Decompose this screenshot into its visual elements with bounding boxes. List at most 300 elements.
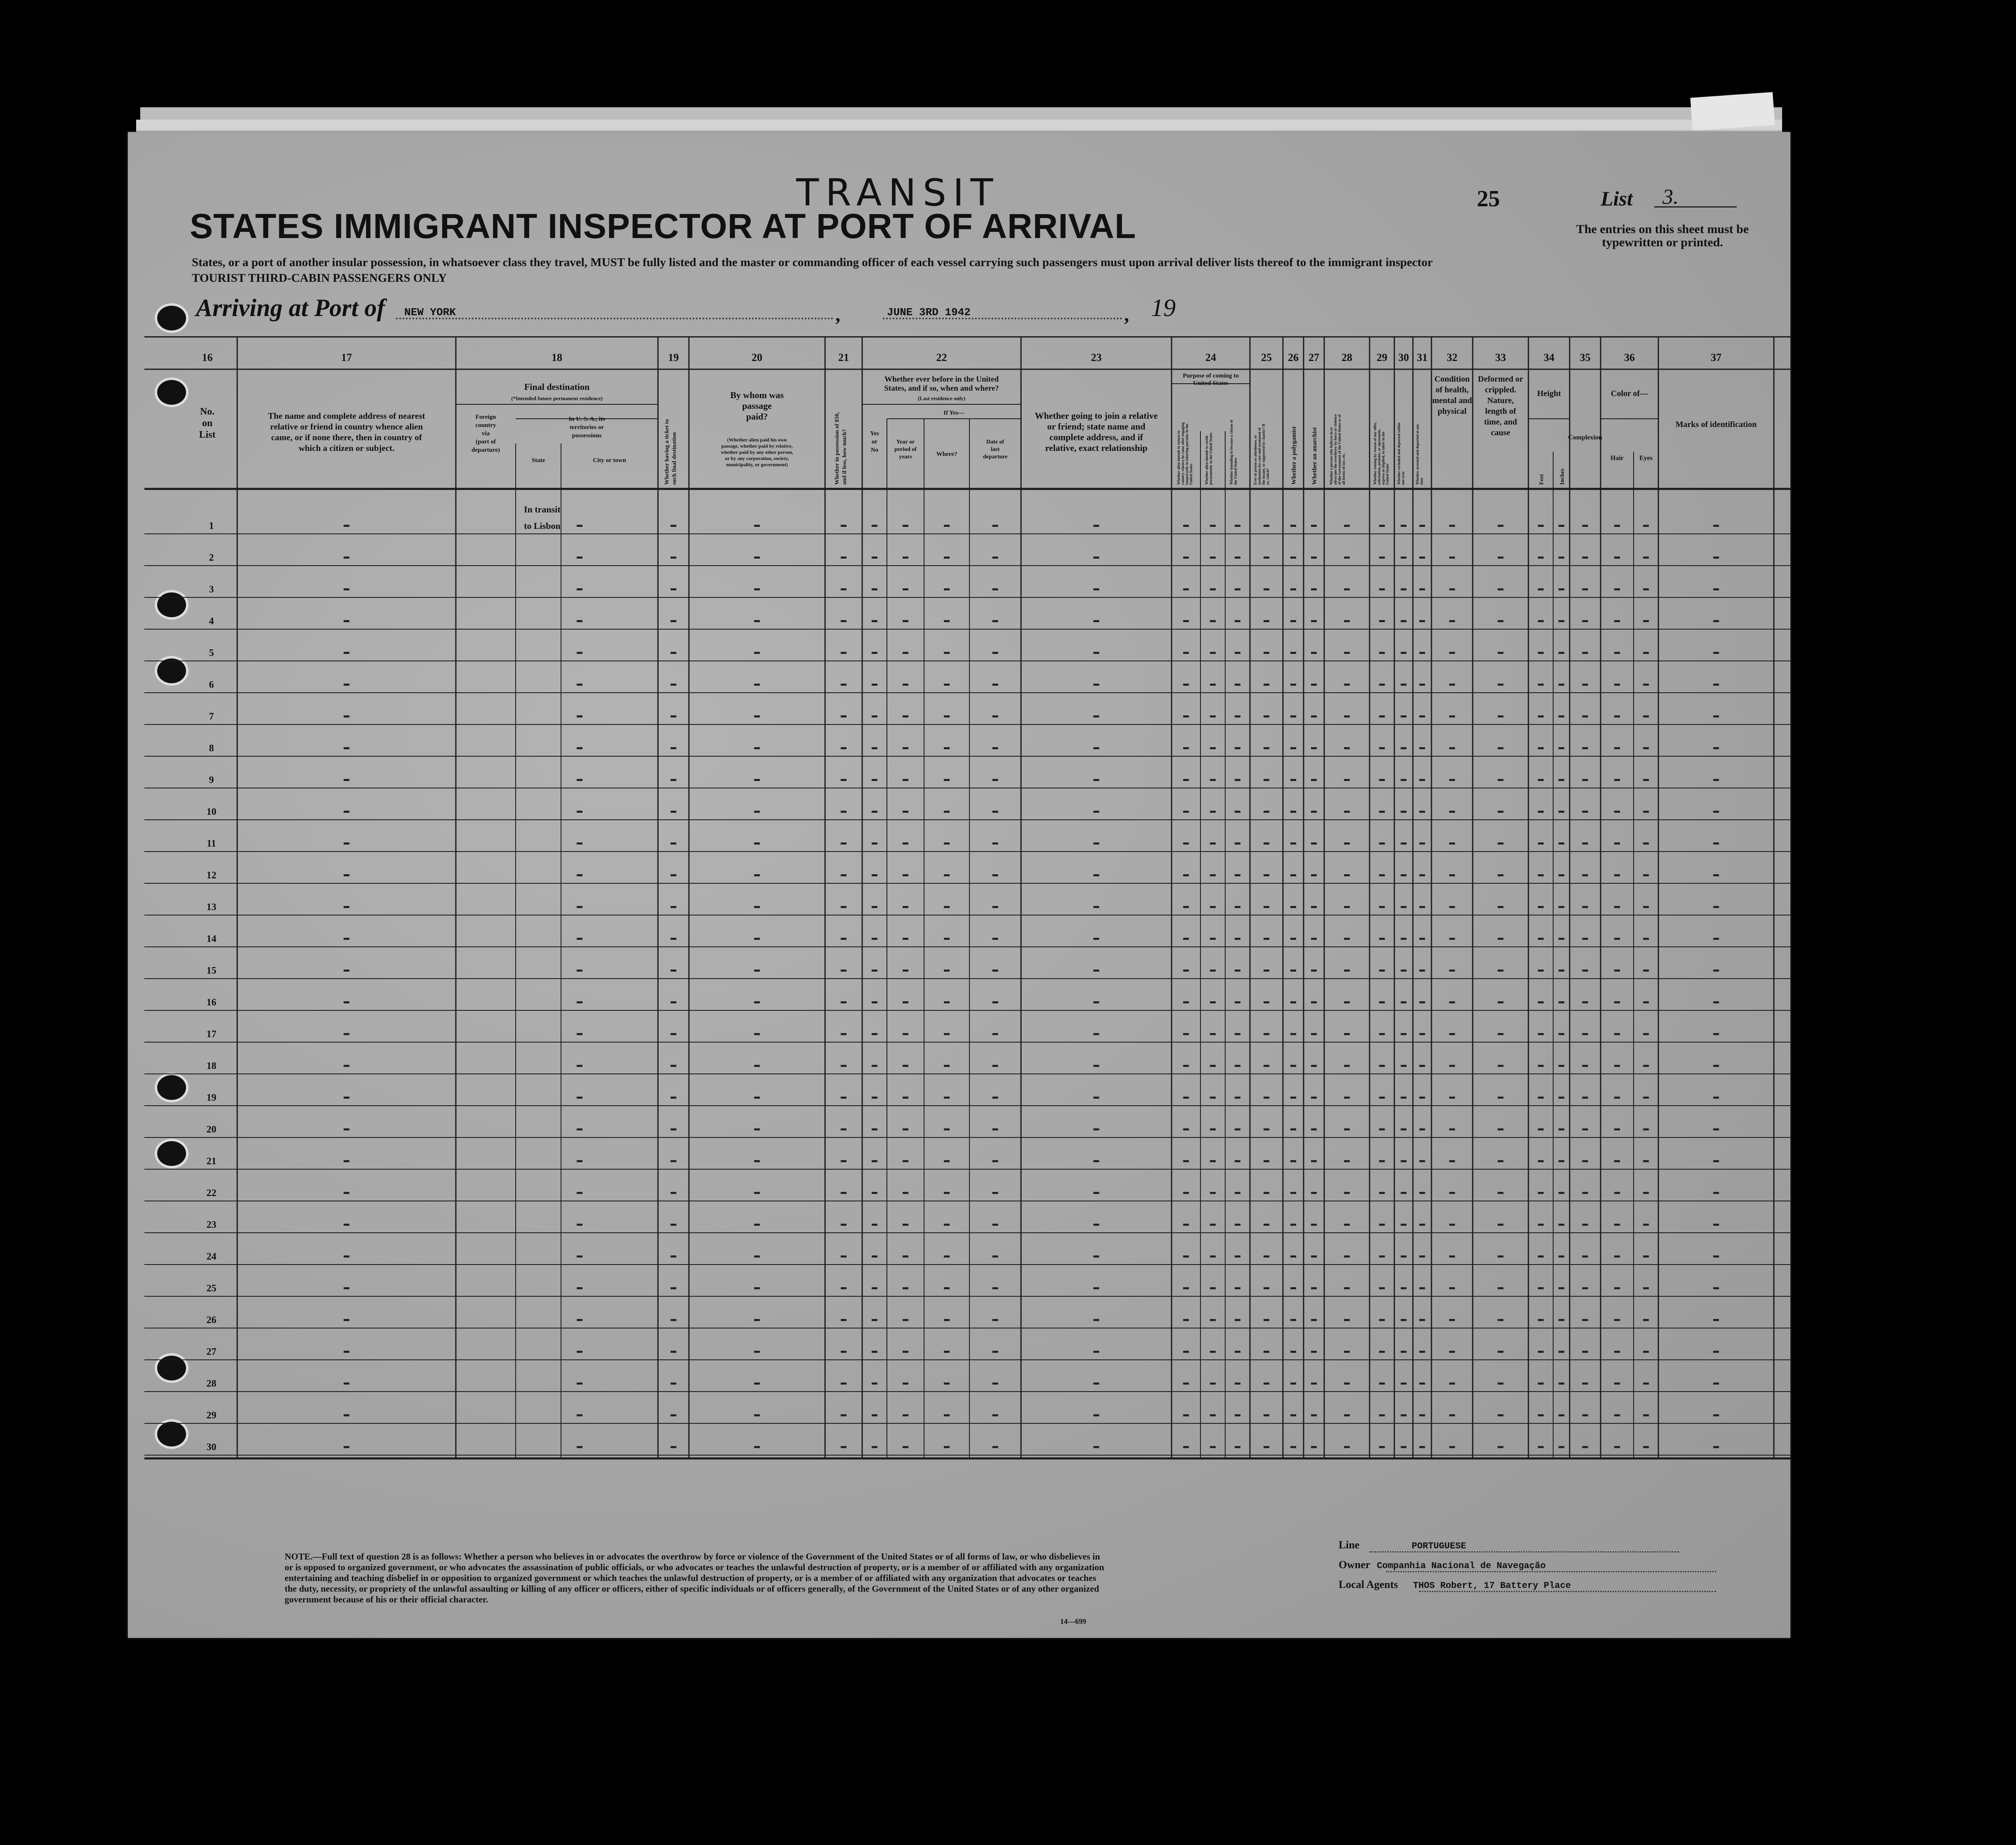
dash-mark <box>841 1033 846 1035</box>
dash-mark <box>1643 1255 1649 1258</box>
dash-mark <box>344 842 349 845</box>
dash-mark <box>1235 588 1240 590</box>
dash-mark <box>754 811 760 813</box>
dash-mark <box>1311 1001 1317 1003</box>
row-number: 15 <box>206 965 217 976</box>
dash-mark <box>754 620 760 622</box>
dash-mark <box>1379 1446 1385 1448</box>
dash-mark <box>671 1097 677 1099</box>
dash-mark <box>1183 1414 1189 1416</box>
dash-mark <box>577 620 582 622</box>
dash-mark <box>1582 1255 1588 1258</box>
dash-mark <box>1643 1160 1649 1162</box>
column-number: 18 <box>552 352 562 363</box>
dash-mark <box>1311 842 1317 845</box>
dash-mark <box>1264 842 1269 845</box>
dash-mark <box>1094 557 1099 559</box>
dash-mark <box>754 1160 760 1162</box>
dash-mark <box>1344 1065 1350 1067</box>
dash-mark <box>577 747 582 749</box>
dash-mark <box>1538 842 1544 845</box>
dash-mark <box>1498 620 1504 622</box>
labor-offer-header: Whether coming by reason of any offer, <box>1373 422 1377 485</box>
dash-mark <box>1094 811 1099 813</box>
dash-mark <box>1614 1383 1620 1385</box>
dash-mark <box>1559 525 1564 527</box>
dash-mark <box>1344 1446 1350 1448</box>
row-number: 23 <box>206 1220 217 1230</box>
subtitle-line-1: States, or a port of another insular possession, in whatsoever class they travel, MUST be fully listed and the master or commanding officer of each vessel carrying such passengers must upon arrival deliver lists thereof to the immigrant inspector <box>192 256 1433 269</box>
dash-mark <box>1183 557 1189 559</box>
dash-mark <box>1344 1319 1350 1321</box>
dash-mark <box>1419 684 1425 686</box>
dash-mark <box>841 906 846 908</box>
dash-mark <box>1094 906 1099 908</box>
dash-mark <box>1379 1001 1385 1003</box>
dash-mark <box>1344 1160 1350 1162</box>
dash-mark <box>1094 1287 1099 1289</box>
dash-mark <box>1713 1160 1719 1162</box>
dash-mark <box>1559 1001 1564 1003</box>
dash-mark <box>1210 747 1216 749</box>
dash-mark <box>1235 1192 1240 1194</box>
dash-mark <box>944 1351 950 1353</box>
passage-paid-subheader: whether paid by any other person, <box>721 449 793 455</box>
dash-mark <box>1401 1287 1407 1289</box>
dash-mark <box>841 747 846 749</box>
dash-mark <box>1614 874 1620 876</box>
dash-mark <box>1210 1128 1216 1130</box>
dash-mark <box>993 652 998 654</box>
dash-mark <box>1264 684 1269 686</box>
labor-offer-header: United States <box>1385 463 1389 485</box>
dash-mark <box>577 938 582 940</box>
dash-mark <box>1183 1097 1189 1099</box>
dash-mark <box>1419 874 1425 876</box>
dash-mark <box>1094 1065 1099 1067</box>
dash-mark <box>1290 715 1296 717</box>
dash-mark <box>903 620 908 622</box>
dash-mark <box>1379 938 1385 940</box>
dash-mark <box>1559 1097 1564 1099</box>
dash-mark <box>1235 1128 1240 1130</box>
purpose-c-header: Whether intending to become a citizen of <box>1229 420 1233 485</box>
dash-mark <box>1379 1192 1385 1194</box>
dash-mark <box>1713 1446 1719 1448</box>
dash-mark <box>1264 1255 1269 1258</box>
dash-mark <box>671 652 677 654</box>
dash-mark <box>872 684 877 686</box>
dash-mark <box>1210 620 1216 622</box>
agents-value: THOS Robert, 17 Battery Place <box>1413 1581 1571 1591</box>
dash-mark <box>1401 1351 1407 1353</box>
dash-mark <box>1210 1001 1216 1003</box>
dash-mark <box>1344 684 1350 686</box>
dash-mark <box>1538 1319 1544 1321</box>
dash-mark <box>1094 1351 1099 1353</box>
dash-mark <box>903 1414 908 1416</box>
dash-mark <box>754 1033 760 1035</box>
hair-header: Hair <box>1610 455 1624 462</box>
dash-mark <box>903 588 908 590</box>
dash-mark <box>1419 1414 1425 1416</box>
dash-mark <box>1582 906 1588 908</box>
dash-mark <box>754 1001 760 1003</box>
prison-header: institution for care and treatment of <box>1257 427 1261 485</box>
dash-mark <box>1559 1065 1564 1067</box>
dash-mark <box>671 1192 677 1194</box>
dash-mark <box>671 938 677 940</box>
dash-mark <box>1379 1414 1385 1416</box>
row-number: 16 <box>206 997 217 1008</box>
dash-mark <box>1264 747 1269 749</box>
dash-mark <box>1713 1065 1719 1067</box>
dash-mark <box>1643 1383 1649 1385</box>
dash-mark <box>903 1255 908 1258</box>
dash-mark <box>1311 1033 1317 1035</box>
dash-mark <box>872 1319 877 1321</box>
row-number: 8 <box>209 743 214 754</box>
dash-mark <box>577 1224 582 1226</box>
dash-mark <box>1311 1383 1317 1385</box>
row-number: 21 <box>206 1156 217 1167</box>
dash-mark <box>1643 970 1649 972</box>
dash-mark <box>944 970 950 972</box>
dash-mark <box>1419 1065 1425 1067</box>
passage-paid-header: paid? <box>746 411 768 422</box>
dash-mark <box>1559 588 1564 590</box>
dash-mark <box>344 1414 349 1416</box>
dash-mark <box>1713 938 1719 940</box>
dash-mark <box>577 684 582 686</box>
dash-mark <box>1582 1224 1588 1226</box>
dash-mark <box>344 652 349 654</box>
dash-mark <box>1538 811 1544 813</box>
dash-mark <box>1094 938 1099 940</box>
dash-mark <box>1183 715 1189 717</box>
row-number: 17 <box>206 1029 217 1040</box>
dash-mark <box>903 1192 908 1194</box>
dash-mark <box>1614 1065 1620 1067</box>
dash-mark <box>1419 1192 1425 1194</box>
question-28-header: Whether a person who believes in or <box>1329 427 1333 485</box>
dash-mark <box>903 1224 908 1226</box>
dash-mark <box>841 779 846 781</box>
dash-mark <box>944 1128 950 1130</box>
dash-mark <box>577 1160 582 1162</box>
dash-mark <box>1344 1224 1350 1226</box>
dash-mark <box>1559 1224 1564 1226</box>
dash-mark <box>1401 1033 1407 1035</box>
dash-mark <box>754 557 760 559</box>
dash-mark <box>1210 588 1216 590</box>
dash-mark <box>577 1446 582 1448</box>
dash-mark <box>1713 747 1719 749</box>
dash-mark <box>754 842 760 845</box>
dash-mark <box>1538 1097 1544 1099</box>
dash-mark <box>1401 1255 1407 1258</box>
dash-mark <box>1449 1255 1455 1258</box>
dash-mark <box>1498 970 1504 972</box>
dash-mark <box>1344 842 1350 845</box>
dash-mark <box>1379 620 1385 622</box>
dash-mark <box>1449 970 1455 972</box>
dash-mark <box>1582 970 1588 972</box>
row-number: 9 <box>209 775 214 786</box>
dash-mark <box>1498 747 1504 749</box>
ticket-header: Whether having a ticket to <box>664 419 670 485</box>
dash-mark <box>1538 1255 1544 1258</box>
subtitle-line-2: TOURIST THIRD-CABIN PASSENGERS ONLY <box>192 271 447 285</box>
dash-mark <box>671 1128 677 1130</box>
dash-mark <box>872 938 877 940</box>
dash-mark <box>903 1033 908 1035</box>
dash-mark <box>1713 525 1719 527</box>
dash-mark <box>1498 1001 1504 1003</box>
dash-mark <box>344 557 349 559</box>
dash-mark <box>1614 906 1620 908</box>
column-number: 25 <box>1261 352 1272 363</box>
dash-mark <box>754 1065 760 1067</box>
dash-mark <box>577 970 582 972</box>
dash-mark <box>1264 874 1269 876</box>
dash-mark <box>1311 747 1317 749</box>
dash-mark <box>1264 1224 1269 1226</box>
dash-mark <box>944 715 950 717</box>
dash-mark <box>1183 684 1189 686</box>
dash-mark <box>671 1351 677 1353</box>
yes-no-header: No <box>870 447 879 453</box>
dash-mark <box>1559 970 1564 972</box>
dash-mark <box>1210 1287 1216 1289</box>
dash-mark <box>671 684 677 686</box>
dash-mark <box>1538 1065 1544 1067</box>
dash-mark <box>344 1255 349 1258</box>
dash-mark <box>1449 715 1455 717</box>
dash-mark <box>1311 1097 1317 1099</box>
prison-header: Ever in prison or almshouse, or <box>1253 435 1257 485</box>
dash-mark <box>754 747 760 749</box>
row-number: 10 <box>206 807 217 817</box>
dash-mark <box>841 557 846 559</box>
column-number: 22 <box>936 352 947 363</box>
question-28-header: of the Government of the United States or of <box>1337 414 1342 485</box>
dash-mark <box>1614 1033 1620 1035</box>
dash-mark <box>1559 1160 1564 1162</box>
dash-mark <box>1183 1160 1189 1162</box>
dash-mark <box>1559 1446 1564 1448</box>
dash-mark <box>1210 1351 1216 1353</box>
dash-mark <box>1582 684 1588 686</box>
dash-mark <box>1235 1097 1240 1099</box>
row-1-destination-line-1: In transit <box>524 504 561 514</box>
state-header: State <box>531 457 545 464</box>
dash-mark <box>1582 715 1588 717</box>
dash-mark <box>1290 684 1296 686</box>
dash-mark <box>1344 906 1350 908</box>
dash-mark <box>1419 588 1425 590</box>
dash-mark <box>903 1001 908 1003</box>
dash-mark <box>993 874 998 876</box>
dash-mark <box>344 906 349 908</box>
dash-mark <box>1264 1351 1269 1353</box>
dash-mark <box>1419 1160 1425 1162</box>
dash-mark <box>344 874 349 876</box>
dash-mark <box>1449 842 1455 845</box>
dash-mark <box>944 1192 950 1194</box>
dash-mark <box>903 970 908 972</box>
dash-mark <box>841 588 846 590</box>
dash-mark <box>1264 1160 1269 1162</box>
dash-mark <box>1210 1446 1216 1448</box>
dash-mark <box>1264 906 1269 908</box>
dash-mark <box>1401 652 1407 654</box>
previous-visit-header: States, and if so, when and where? <box>884 384 999 393</box>
dash-mark <box>1235 684 1240 686</box>
dash-mark <box>1538 970 1544 972</box>
dash-mark <box>1379 1097 1385 1099</box>
dash-mark <box>1290 1351 1296 1353</box>
dash-mark <box>1379 652 1385 654</box>
dash-mark <box>1094 1160 1099 1162</box>
dash-mark <box>1582 588 1588 590</box>
dash-mark <box>1183 1383 1189 1385</box>
dash-mark <box>1713 620 1719 622</box>
dash-mark <box>1538 779 1544 781</box>
dash-mark <box>1643 1097 1649 1099</box>
dash-mark <box>1210 652 1216 654</box>
dash-mark <box>577 588 582 590</box>
dash-mark <box>1379 779 1385 781</box>
dash-mark <box>1401 1319 1407 1321</box>
dash-mark <box>944 1255 950 1258</box>
dash-mark <box>1643 811 1649 813</box>
dash-mark <box>1538 1033 1544 1035</box>
dash-mark <box>671 1287 677 1289</box>
dash-mark <box>841 1001 846 1003</box>
dash-mark <box>1498 1287 1504 1289</box>
dash-mark <box>1498 1033 1504 1035</box>
dash-mark <box>1449 1383 1455 1385</box>
dash-mark <box>872 811 877 813</box>
dash-mark <box>344 811 349 813</box>
dash-mark <box>872 1414 877 1416</box>
dash-mark <box>1094 842 1099 845</box>
dash-mark <box>1498 811 1504 813</box>
dash-mark <box>1344 1033 1350 1035</box>
dash-mark <box>671 525 677 527</box>
dash-mark <box>1498 1224 1504 1226</box>
dash-mark <box>1264 715 1269 717</box>
dash-mark <box>1449 1128 1455 1130</box>
dash-mark <box>1311 970 1317 972</box>
dash-mark <box>1264 525 1269 527</box>
manifest-grid <box>144 336 1790 1520</box>
dash-mark <box>1210 1383 1216 1385</box>
deported-header: time <box>1419 478 1424 485</box>
dash-mark <box>1582 557 1588 559</box>
dash-mark <box>1643 652 1649 654</box>
form-code: 14—699 <box>1060 1617 1086 1626</box>
dash-mark <box>1538 1128 1544 1130</box>
dash-mark <box>1643 1319 1649 1321</box>
dash-mark <box>1210 811 1216 813</box>
arrival-year: 19 <box>1151 294 1176 321</box>
foreign-country-header: (port of <box>476 439 496 445</box>
dash-mark <box>1094 652 1099 654</box>
dash-mark <box>1344 1001 1350 1003</box>
dash-mark <box>1290 1065 1296 1067</box>
dash-mark <box>1210 1319 1216 1321</box>
dash-mark <box>1311 1065 1317 1067</box>
column-number: 31 <box>1417 352 1428 363</box>
dash-mark <box>1449 1160 1455 1162</box>
dash-mark <box>1290 970 1296 972</box>
dash-mark <box>1498 684 1504 686</box>
dash-mark <box>872 588 877 590</box>
dash-mark <box>1183 1287 1189 1289</box>
dash-mark <box>1344 811 1350 813</box>
dash-mark <box>1498 1097 1504 1099</box>
join-relative-header: Whether going to join a relative <box>1035 411 1158 421</box>
dash-mark <box>1401 906 1407 908</box>
dash-mark <box>1614 1446 1620 1448</box>
dash-mark <box>344 715 349 717</box>
last-departure-header: Date of <box>986 439 1004 445</box>
dash-mark <box>577 1255 582 1258</box>
dash-mark <box>872 747 877 749</box>
dash-mark <box>1264 1319 1269 1321</box>
dash-mark <box>1498 779 1504 781</box>
dash-mark <box>1210 557 1216 559</box>
dash-mark <box>993 588 998 590</box>
question-28-header: advocates the overthrow by force or violence <box>1333 414 1337 485</box>
dash-mark <box>993 1351 998 1353</box>
dash-mark <box>1449 1065 1455 1067</box>
dash-mark <box>903 747 908 749</box>
dash-mark <box>1449 1001 1455 1003</box>
dash-mark <box>1449 747 1455 749</box>
if-yes-header: If Yes— <box>943 410 964 416</box>
row-number: 13 <box>206 902 217 913</box>
dash-mark <box>1311 684 1317 686</box>
dash-mark <box>1713 1001 1719 1003</box>
dash-mark <box>1559 1128 1564 1130</box>
dash-mark <box>1713 1287 1719 1289</box>
dash-mark <box>1264 557 1269 559</box>
row-number: 4 <box>209 616 214 627</box>
dash-mark <box>1379 588 1385 590</box>
dash-mark <box>1210 1255 1216 1258</box>
dash-mark <box>1582 842 1588 845</box>
dash-mark <box>1094 1414 1099 1416</box>
dash-mark <box>1344 779 1350 781</box>
dash-mark <box>1582 811 1588 813</box>
dash-mark <box>1559 874 1564 876</box>
dash-mark <box>872 1446 877 1448</box>
dash-mark <box>754 684 760 686</box>
dash-mark <box>671 1160 677 1162</box>
dash-mark <box>577 1033 582 1035</box>
dash-mark <box>1582 938 1588 940</box>
dash-mark <box>944 1001 950 1003</box>
dash-mark <box>1614 1255 1620 1258</box>
dash-mark <box>1643 1192 1649 1194</box>
column-number: 20 <box>752 352 762 363</box>
dash-mark <box>1449 1033 1455 1035</box>
dash-mark <box>1183 620 1189 622</box>
dash-mark <box>1210 1033 1216 1035</box>
